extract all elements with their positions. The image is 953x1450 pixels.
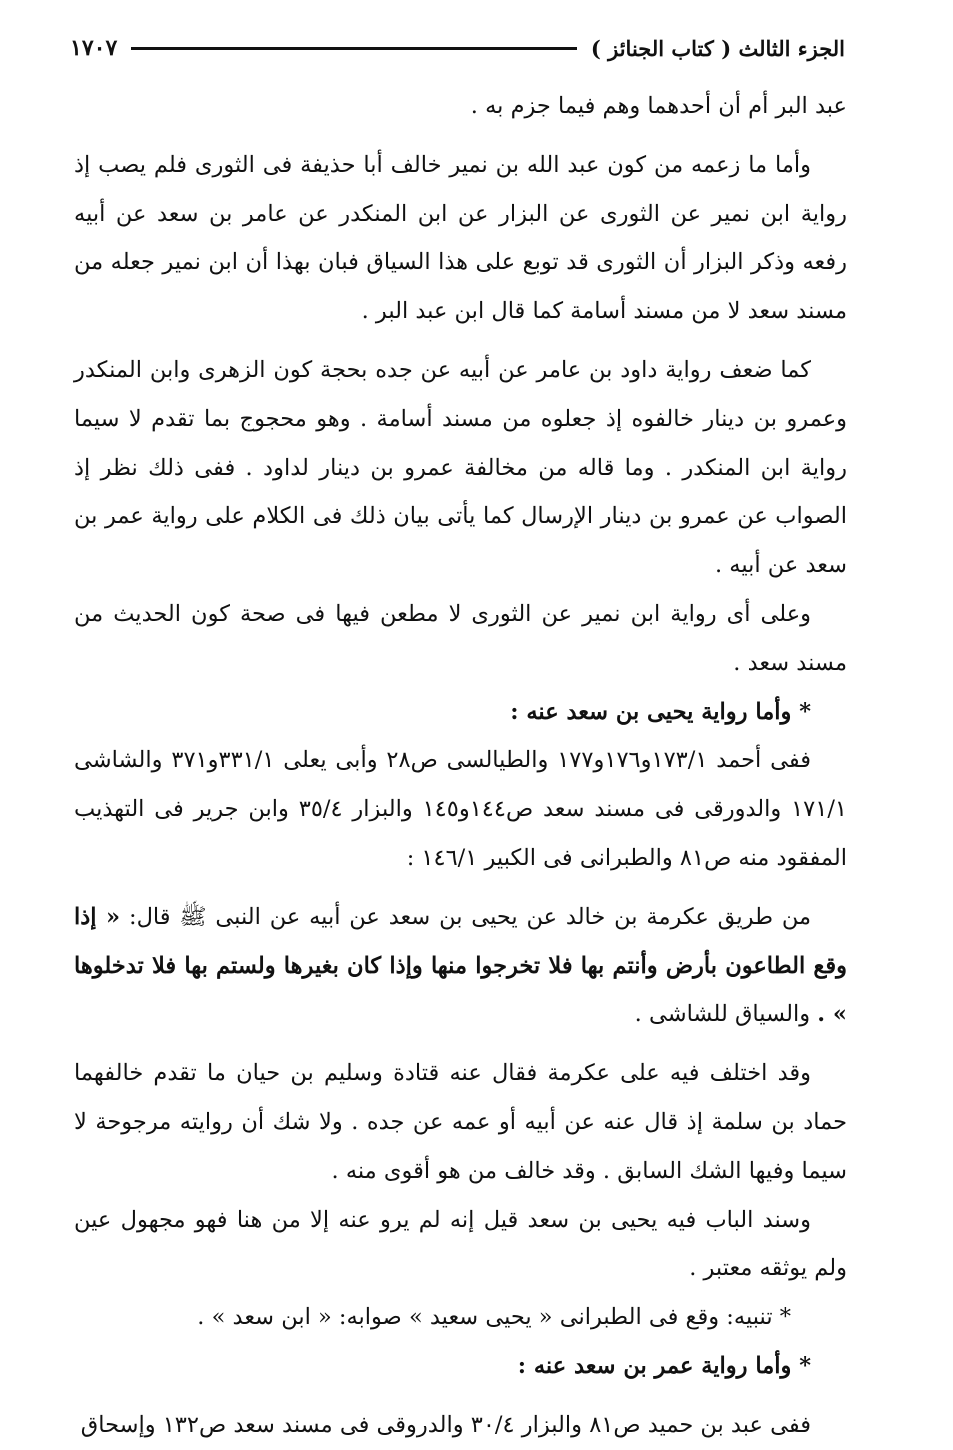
running-title: الجزء الثالث ( كتاب الجنائز ) (590, 35, 845, 61)
hadith-chain: من طريق عكرمة بن خالد عن يحيى بن سعد عن أبيه عن النبى ﷺ قال: (128, 903, 812, 930)
page-body (74, 82, 847, 1450)
paragraph-4: وعلى أى رواية ابن نمير عن الثورى لا مطعن فيها فى صحة كون الحديث من مسند سعد . (74, 600, 847, 676)
paragraph-8: وسند الباب فيه يحيى بن سعد قيل إنه لم يرو عنه إلا من هنا فهو مجهول عين ولم يوثقه معتبر . (74, 1206, 847, 1282)
section-heading-umar: * وأما رواية عمر بن سعد عنه : (517, 1352, 811, 1379)
paragraph-7: وقد اختلف فيه على عكرمة فقال عنه قتادة وسليم بن حيان ما تقدم خالفهما حماد بن سلمة إذ قال عنه عن أبيه أو عمه عن جده . ولا شك أن روايته مرجوحة لا سيما وفيها الشك السابق . وقد خالف من هو أقوى منه . (74, 1060, 847, 1184)
paragraph-2: وأما ما زعمه من كون عبد الله بن نمير خالف أبا حذيفة فى الثورى فلم يصب إذ رواية ابن نمير عن الثورى عن البزار عن ابن المنكدر عن عامر بن سعد عن أبيه رفعه وذكر البزار أن الثورى قد توبع على هذا السياق فبان بهذا أن ابن نمير جعله من مسند سعد لا من مسند أسامة كما قال ابن عبد البر . (74, 151, 847, 325)
paragraph-1: عبد البر أم أن أحدهما وهم فيما جزم به . (470, 93, 847, 119)
hadith-source-note: والسياق للشاشى . (634, 1001, 811, 1028)
paragraph-5: ففى أحمد ١٧٣/١و١٧٦و١٧٧ والطيالسى ص٢٨ وأبى يعلى ٣٣١/١و٣٧١ والشاشى ١٧١/١ والدورقى فى مسند سعد ص١٤٤و١٤٥ والبزار ٣٥/٤ وابن جرير فى التهذيب المفقود منه ص٨١ والطبرانى فى الكبير ١٤٦/١ : (74, 747, 847, 871)
section-heading-yahya: * وأما رواية يحيى بن سعد عنه : (510, 698, 811, 725)
header-rule (131, 47, 577, 50)
paragraph-6 (74, 893, 847, 1039)
note-tanbih: * تنبيه: وقع فى الطبرانى « يحيى سعيد » صوابه: « ابن سعد » . (197, 1304, 791, 1331)
hadith-quote: « إذا وقع الطاعون بأرض وأنتم بها فلا تخرجوا منها وإذا كان بغيرها ولستم بها فلا تدخلوها » . (74, 903, 847, 1028)
page-header (70, 30, 845, 66)
page-number: ١٧٠٧ (70, 35, 118, 61)
paragraph-3: كما ضعف رواية داود بن عامر عن أبيه عن جده بحجة كون الزهرى وابن المنكدر وعمرو بن دينار خالفوه إذ جعلوه من مسند أسامة . وهو محجوج بما تقدم لا سيما رواية ابن المنكدر . وما قاله من مخالفة عمرو بن دينار لداود . ففى ذلك نظر إذ الصواب عن عمرو بن دينار الإرسال كما يأتى بيان ذلك فى الكلام على رواية عمر بن سعد عن أبيه . (74, 356, 847, 579)
paragraph-9: ففى عبد بن حميد ص٨١ والبزار ٣٠/٤ والدروقى فى مسند سعد ص١٣٢ وإسحاق (80, 1411, 811, 1438)
